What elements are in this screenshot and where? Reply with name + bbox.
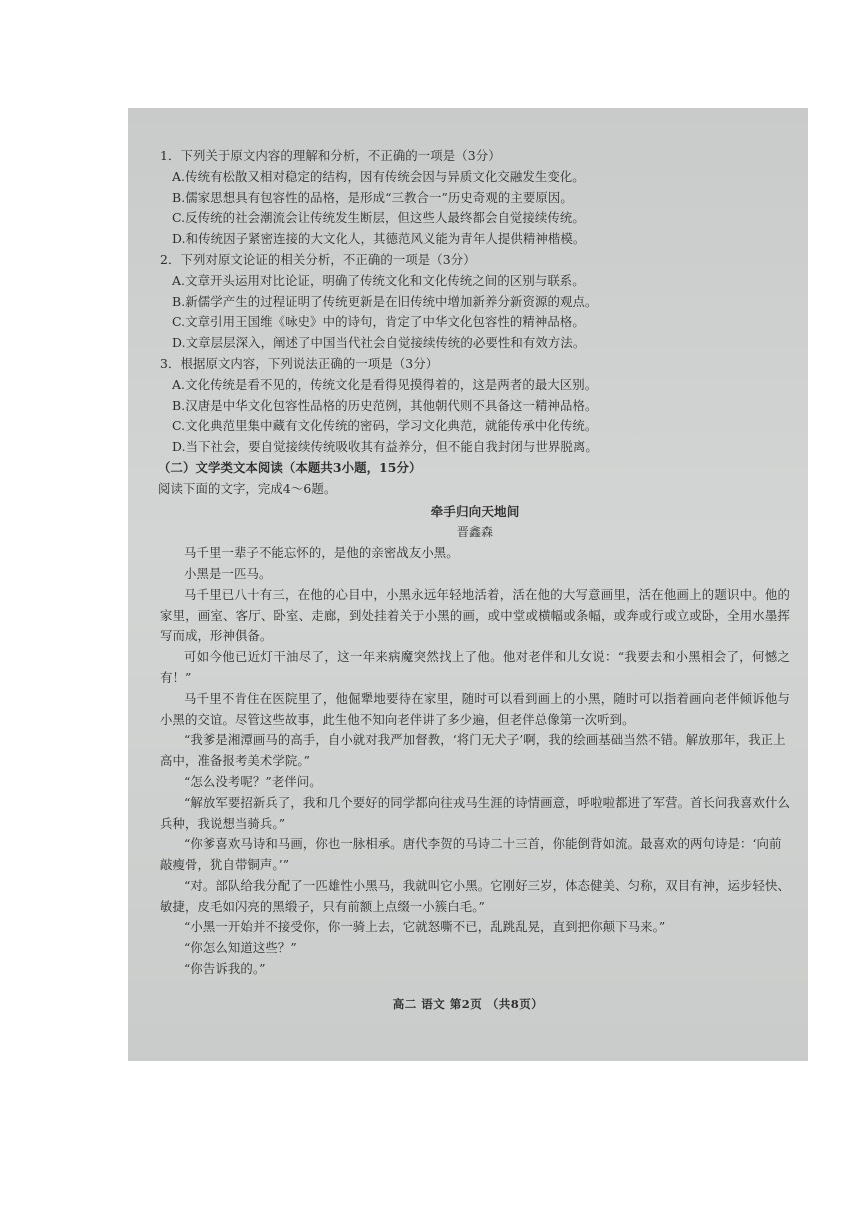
- story-author: 晋鑫森: [456, 525, 494, 540]
- question-3-option-d: D.当下社会，要自觉接续传统吸收其有益养分，但不能自我封闭与世界脱离。: [172, 439, 598, 455]
- question-2-option-c: C.文章引用王国维《咏史》中的诗句，肯定了中华文化包容性的精神品格。: [172, 314, 585, 330]
- story-dialogue: “解放军要招新兵了，我和几个要好的同学都向往戎马生涯的诗情画意，呼啦啦都进了军营。首长问我喜欢什么兵种，我说想当骑兵。”: [160, 794, 790, 831]
- question-3-option-c: C.文化典范里集中藏有文化传统的密码，学习文化典范，就能传承中化传统。: [172, 418, 598, 434]
- exam-page-photo: [128, 108, 808, 1061]
- question-1-option-d: D.和传统因子紧密连接的大文化人，其德范风义能为青年人提供精神楷模。: [172, 231, 586, 247]
- question-1-option-b: B.儒家思想具有包容性的品格，是形成“三教合一”历史奇观的主要原因。: [172, 189, 573, 205]
- exam-content: [160, 146, 790, 980]
- question-3-option-b: B.汉唐是中华文化包容性品格的历史范例，其他朝代则不具备这一精神品格。: [172, 397, 598, 413]
- story-paragraph: 马千里不肯住在医院里了，他倔犟地要待在家里，随时可以看到画上的小黑，随时可以指着画向老伴倾诉他与小黑的交谊。尽管这些故事，此生他不知向老伴讲了多少遍，但老伴总像第一次听到。: [160, 690, 790, 727]
- story-dialogue: “你告诉我的。”: [184, 961, 266, 977]
- story-title: 牵手归向天地间: [430, 503, 520, 519]
- story-dialogue: “你怎么知道这些？”: [184, 940, 297, 956]
- question-3-option-a: A.文化传统是看不见的，传统文化是看得见摸得着的，这是两者的最大区别。: [172, 376, 598, 392]
- section-heading: （二）文学类文本阅读（本题共3小题，15分）: [158, 459, 422, 475]
- story-paragraph: 马千里一辈子不能忘怀的，是他的亲密战友小黑。: [184, 545, 459, 561]
- question-1-option-a: A.传统有松散又相对稳定的结构，因有传统会因与异质文化交融发生变化。: [172, 168, 585, 184]
- story-paragraph: 小黑是一匹马。: [184, 565, 272, 581]
- reading-instruction: 阅读下面的文字，完成4～6题。: [158, 480, 337, 496]
- page-footer: 高二 语文 第2页 （共8页）: [392, 997, 544, 1011]
- story-dialogue: “怎么没考呢？”老伴问。: [184, 773, 322, 789]
- story-dialogue: “你爹喜欢马诗和马画，你也一脉相承。唐代李贺的马诗二十三首，你能倒背如流。最喜欢的两句诗是：‘向前敲瘦骨，犹自带铜声。’”: [160, 836, 782, 873]
- question-2-option-d: D.文章层层深入，阐述了中国当代社会自觉接续传统的必要性和有效方法。: [172, 335, 586, 351]
- question-1-stem: 1．下列关于原文内容的理解和分析，不正确的一项是（3分）: [160, 148, 501, 163]
- question-2-stem: 2．下列对原文论证的相关分析，不正确的一项是（3分）: [160, 251, 476, 267]
- story-dialogue: “我爹是湘潭画马的高手，自小就对我严加督教，‘将门无犬子’啊，我的绘画基础当然不错。解放那年，我正上高中，准备报考美术学院。”: [160, 732, 786, 769]
- story-paragraph: 马千里已八十有三，在他的心目中，小黑永远年轻地活着，活在他的大写意画里，活在他画上的题识中。他的家里，画室、客厅、卧室、走廊，到处挂着关于小黑的画，或中堂或横幅或条幅，或奔或行或立或卧，全用水墨挥写而成，形神俱备。: [160, 586, 790, 644]
- story-dialogue: “对。部队给我分配了一匹雄性小黑马，我就叫它小黑。它刚好三岁，体态健美、匀称，双目有神，运步轻快、敏捷，皮毛如闪亮的黑缎子，只有前额上点缀一小簇白毛。”: [160, 877, 790, 914]
- story-dialogue: “小黑一开始并不接受你，你一骑上去，它就怒嘶不已，乱跳乱晃，直到把你颠下马来。”: [184, 919, 666, 935]
- story-paragraph: 可如今他已近灯干油尽了，这一年来病魔突然找上了他。他对老伴和儿女说：“我要去和小黑相会了，何憾之有！”: [160, 649, 790, 685]
- question-1-option-c: C.反传统的社会潮流会让传统发生断层，但这些人最终都会自觉接续传统。: [172, 210, 585, 226]
- question-2-option-b: B.新儒学产生的过程证明了传统更新是在旧传统中增加新养分新资源的观点。: [172, 293, 598, 309]
- question-3-stem: 3．根据原文内容，下列说法正确的一项是（3分）: [160, 355, 439, 371]
- question-2-option-a: A.文章开头运用对比论证，明确了传统文化和文化传统之间的区别与联系。: [172, 272, 585, 288]
